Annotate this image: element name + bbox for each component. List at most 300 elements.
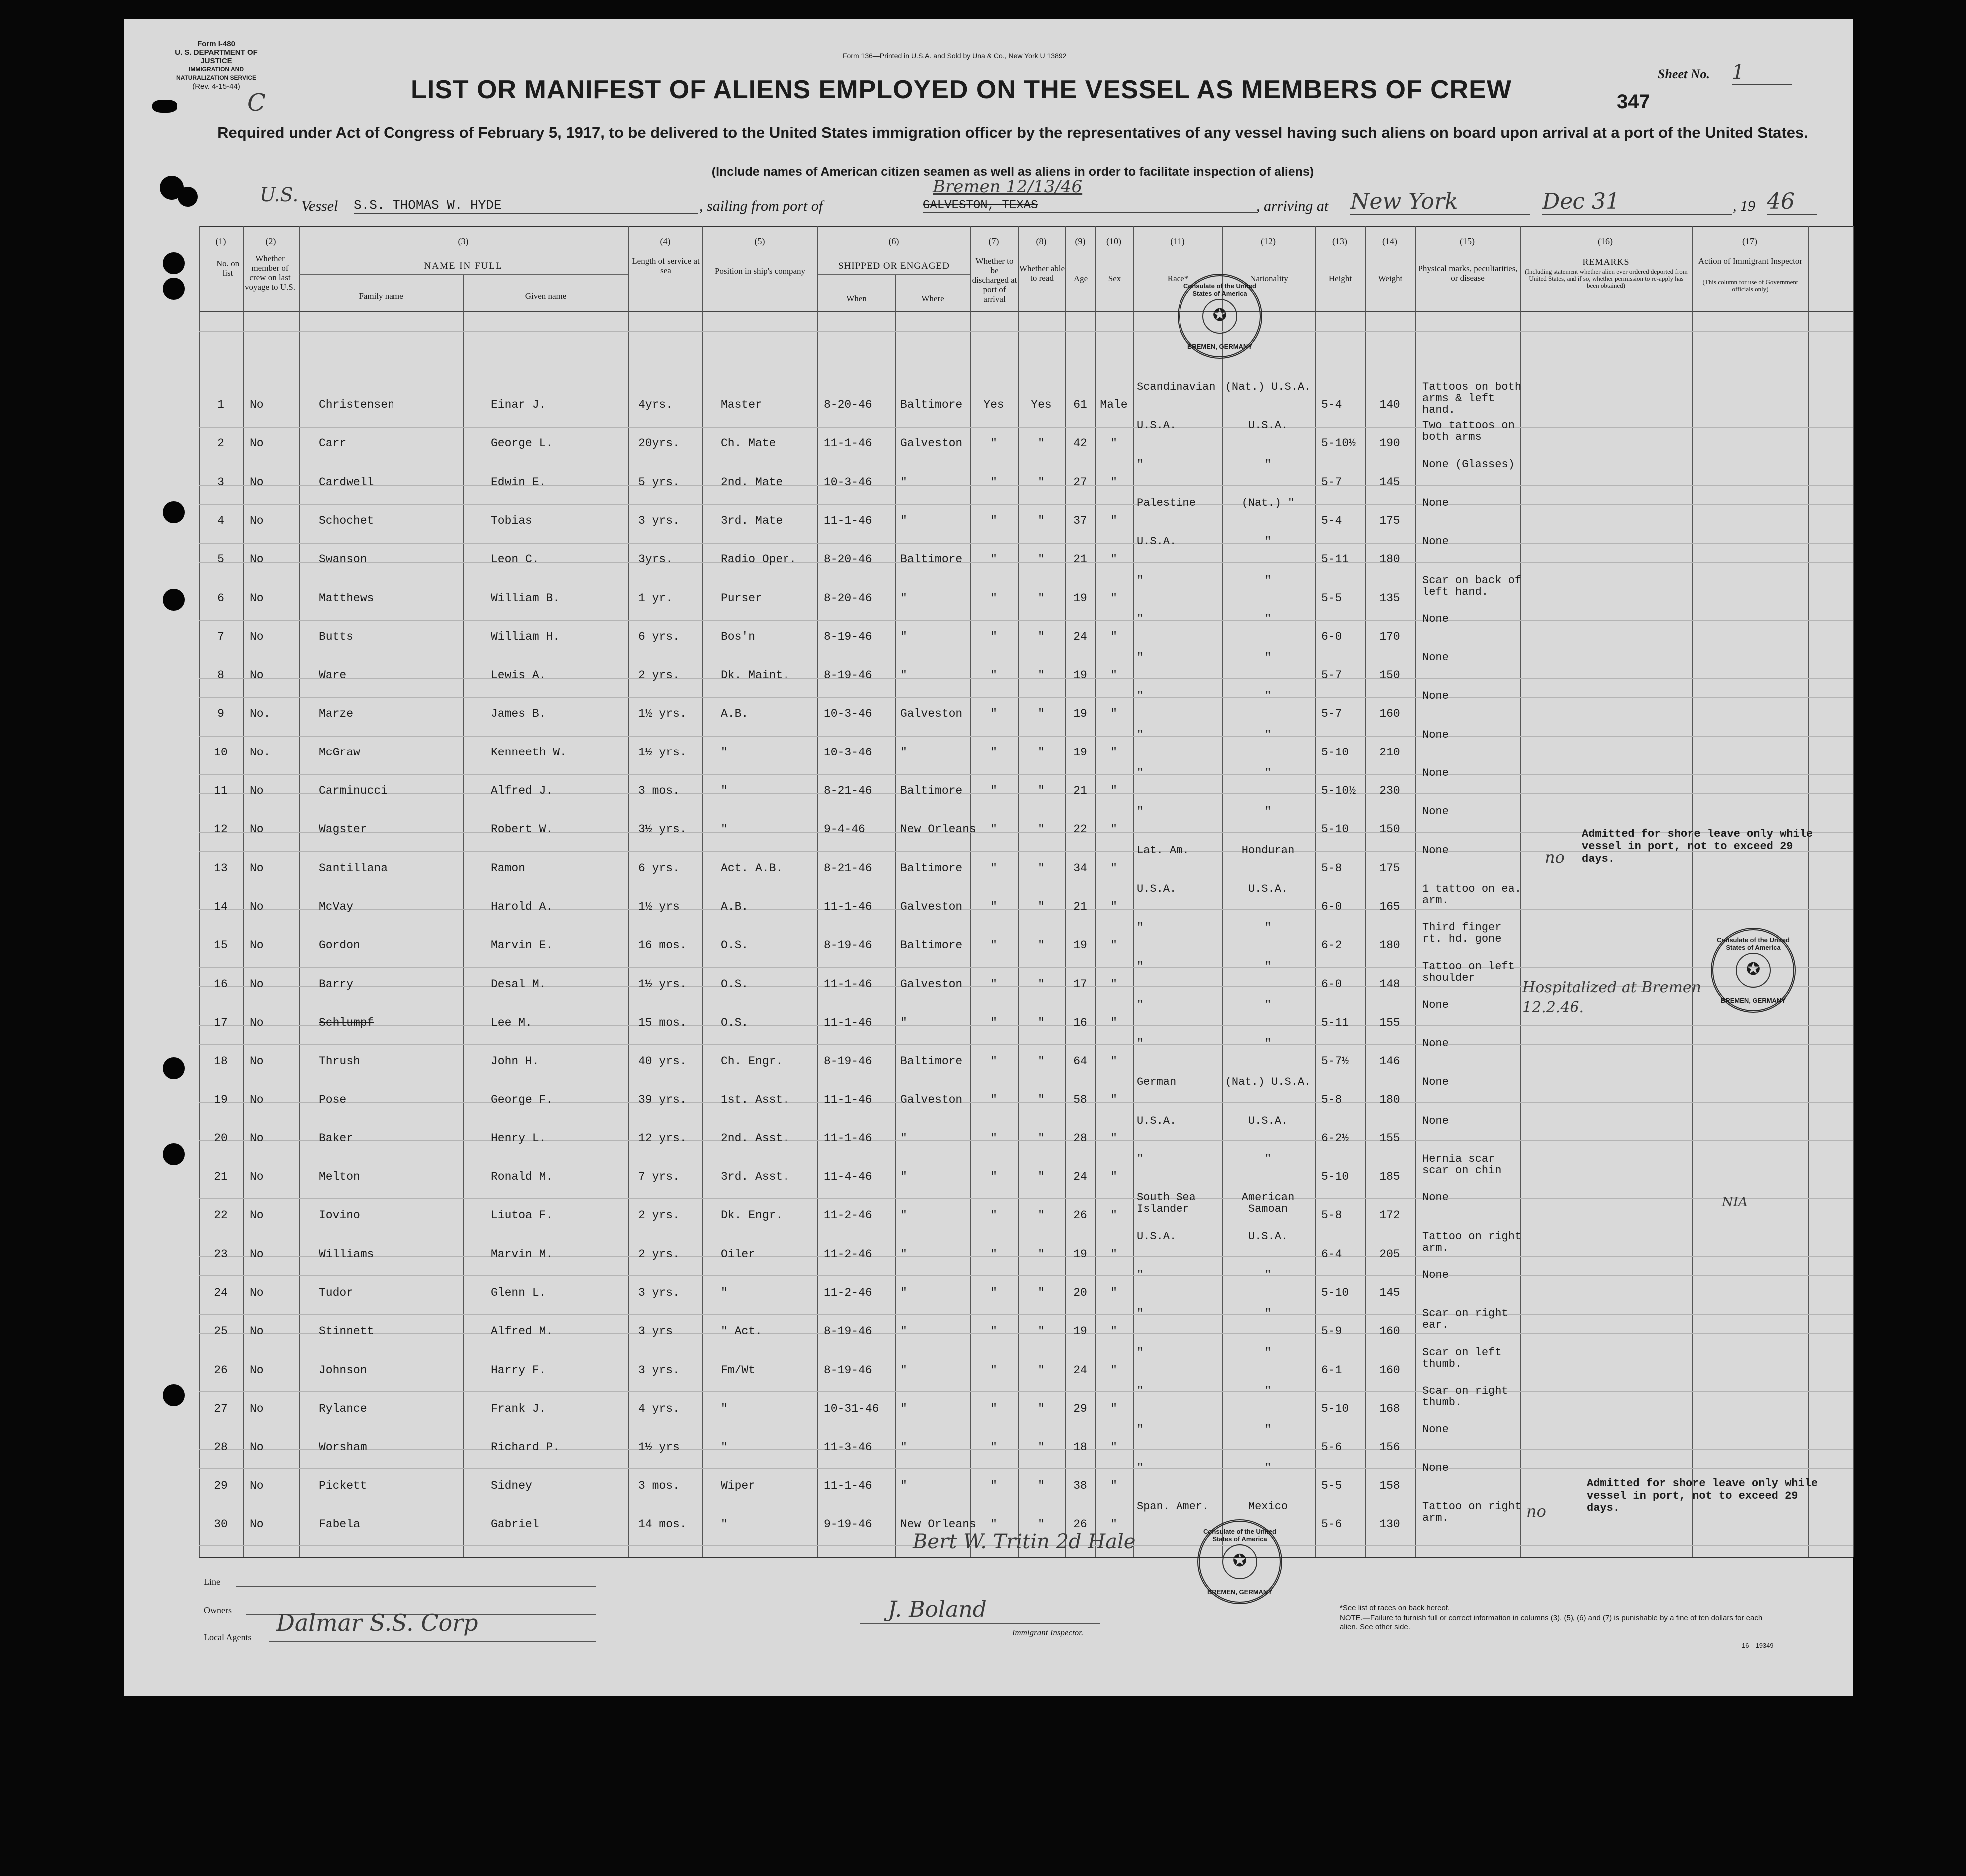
cell-giv: Gabriel bbox=[491, 1517, 539, 1531]
hand-note-row30: no bbox=[1526, 1502, 1546, 1521]
cell-ht: 5-6 bbox=[1321, 1441, 1342, 1454]
cell-age: 37 bbox=[1073, 514, 1087, 527]
cell-wt: 190 bbox=[1379, 437, 1400, 450]
cell-sex: " bbox=[1110, 900, 1117, 913]
cell-race: German bbox=[1137, 1076, 1177, 1089]
cell-read: " bbox=[1038, 1402, 1045, 1415]
cell-nat: " bbox=[1264, 535, 1272, 548]
cell-age: 19 bbox=[1073, 939, 1087, 952]
cell-ht: 5-7 bbox=[1321, 669, 1342, 682]
cell-ht: 5-7 bbox=[1321, 707, 1342, 721]
cell-nat: " bbox=[1264, 1153, 1272, 1165]
cell-pos: 3rd. Asst. bbox=[721, 1170, 790, 1183]
cell-wt: 168 bbox=[1379, 1402, 1400, 1415]
cell-where: New Orleans bbox=[900, 1517, 976, 1531]
cell-m: No bbox=[250, 861, 264, 875]
cell-where: " bbox=[900, 630, 907, 643]
cell-n: 28 bbox=[214, 1441, 228, 1454]
cell-wt: 175 bbox=[1379, 861, 1400, 875]
form-number: Form I-480 bbox=[197, 40, 235, 48]
cell-when: 8-19-46 bbox=[824, 1363, 872, 1377]
hdr-race: Race* bbox=[1167, 274, 1189, 283]
hdr-where: Where bbox=[921, 294, 944, 303]
cell-dis: " bbox=[990, 1131, 997, 1145]
cell-len: 16 mos. bbox=[638, 939, 687, 952]
cell-age: 58 bbox=[1073, 1093, 1087, 1107]
cell-when: 8-19-46 bbox=[824, 630, 872, 643]
cell-n: 29 bbox=[214, 1479, 228, 1493]
cell-giv: Lewis A. bbox=[491, 669, 546, 682]
cell-read: " bbox=[1038, 591, 1045, 605]
handwritten-signature-bottom: Bert W. Tritin 2d Hale bbox=[913, 1530, 1136, 1553]
cell-race: " bbox=[1137, 767, 1144, 779]
cell-dis: " bbox=[990, 1517, 997, 1531]
cell-sex: " bbox=[1110, 1402, 1117, 1415]
cell-len: 2 yrs. bbox=[638, 1209, 680, 1222]
cell-giv: Leon C. bbox=[491, 553, 539, 566]
cell-race: Lat. Am. bbox=[1137, 844, 1189, 857]
punch-hole bbox=[163, 252, 185, 274]
cell-sex: " bbox=[1110, 669, 1117, 682]
cell-marks: Scar on back of left hand. bbox=[1422, 574, 1522, 598]
cell-sex: " bbox=[1110, 1247, 1117, 1261]
line-label: Line bbox=[204, 1577, 220, 1587]
cell-read: " bbox=[1038, 1325, 1045, 1338]
ruled-line bbox=[199, 1198, 1853, 1199]
cell-nat: " bbox=[1264, 805, 1272, 818]
ruled-line bbox=[199, 774, 1853, 775]
cell-giv: Edwin E. bbox=[491, 475, 546, 489]
hdr-able-to-read: Whether able to read bbox=[1019, 264, 1065, 283]
cell-pos: Bos'n bbox=[721, 630, 756, 643]
cell-ht: 5-6 bbox=[1321, 1517, 1342, 1531]
hdr-name-in-full: NAME IN FULL bbox=[424, 261, 503, 271]
cell-nat: " bbox=[1264, 728, 1272, 741]
hdr-position: Position in ship's company bbox=[714, 266, 806, 276]
cell-pos: " bbox=[721, 1402, 728, 1415]
cell-when: 8-19-46 bbox=[824, 1325, 872, 1338]
column-number: (5) bbox=[754, 236, 765, 246]
hand-note-row13: no bbox=[1545, 848, 1565, 867]
cell-sex: " bbox=[1110, 861, 1117, 875]
cell-len: 15 mos. bbox=[638, 1016, 687, 1029]
cell-m: No bbox=[250, 591, 264, 605]
from-port: GALVESTON, TEXAS bbox=[923, 199, 1257, 213]
cell-nat: " bbox=[1264, 1268, 1272, 1281]
vessel-name: S.S. THOMAS W. HYDE bbox=[354, 198, 698, 214]
cell-nat: (Nat.) U.S.A. bbox=[1225, 1076, 1311, 1089]
cell-marks: None bbox=[1422, 535, 1449, 548]
cell-read: " bbox=[1038, 1016, 1045, 1029]
cell-age: 19 bbox=[1073, 1247, 1087, 1261]
cell-when: 11-1-46 bbox=[824, 1016, 872, 1029]
cell-n: 15 bbox=[214, 939, 228, 952]
cell-where: Baltimore bbox=[900, 784, 963, 797]
cell-n: 13 bbox=[214, 861, 228, 875]
cell-wt: 230 bbox=[1379, 784, 1400, 797]
cell-age: 19 bbox=[1073, 591, 1087, 605]
ruled-line bbox=[199, 620, 1853, 621]
cell-race: " bbox=[1137, 1346, 1144, 1359]
cell-fam: Cardwell bbox=[319, 475, 374, 489]
cell-read: " bbox=[1038, 514, 1045, 527]
cell-wt: 185 bbox=[1379, 1170, 1400, 1183]
cell-dis: " bbox=[990, 514, 997, 527]
admitted-note-row30: Admitted for shore leave only while vessel in port, not to exceed 29 days. bbox=[1587, 1477, 1818, 1514]
cell-wt: 160 bbox=[1379, 1325, 1400, 1338]
cell-race: U.S.A. bbox=[1137, 1230, 1177, 1243]
cell-marks: Scar on right thumb. bbox=[1422, 1384, 1508, 1409]
cell-when: 11-2-46 bbox=[824, 1286, 872, 1299]
ruled-line bbox=[199, 427, 1853, 428]
cell-age: 22 bbox=[1073, 823, 1087, 836]
cell-wt: 180 bbox=[1379, 553, 1400, 566]
inspector-label: Immigrant Inspector. bbox=[1012, 1628, 1084, 1637]
cell-pos: Ch. Engr. bbox=[721, 1055, 783, 1068]
cell-pos: A.B. bbox=[721, 707, 749, 721]
line-rule bbox=[236, 1586, 596, 1587]
cell-where: " bbox=[900, 746, 907, 759]
cell-n: 3 bbox=[217, 475, 224, 489]
cell-giv: Alfred M. bbox=[491, 1325, 553, 1338]
cell-m: No bbox=[250, 939, 264, 952]
cell-where: " bbox=[900, 1402, 907, 1415]
cell-race: U.S.A. bbox=[1137, 1114, 1177, 1127]
cell-giv: Harold A. bbox=[491, 900, 553, 913]
cell-sex: " bbox=[1110, 1131, 1117, 1145]
cell-nat: " bbox=[1264, 690, 1272, 703]
cell-where: " bbox=[900, 1170, 907, 1183]
cell-sex: " bbox=[1110, 823, 1117, 836]
cell-giv: Harry F. bbox=[491, 1363, 546, 1377]
cell-wt: 160 bbox=[1379, 1363, 1400, 1377]
cell-where: " bbox=[900, 514, 907, 527]
hdr-action-note: (This column for use of Government officials only) bbox=[1702, 278, 1798, 293]
cell-age: 21 bbox=[1073, 784, 1087, 797]
cell-m: No bbox=[250, 514, 264, 527]
cell-ht: 5-9 bbox=[1321, 1325, 1342, 1338]
consulate-stamp-bottom: Consulate of the United States of America ✪ BREMEN, GERMANY bbox=[1197, 1519, 1282, 1604]
column-number: (13) bbox=[1332, 236, 1347, 246]
cell-ht: 5-10 bbox=[1321, 1402, 1349, 1415]
cell-wt: 146 bbox=[1379, 1055, 1400, 1068]
check-mark: C bbox=[247, 89, 266, 117]
cell-m: No bbox=[250, 1016, 264, 1029]
cell-read: " bbox=[1038, 1247, 1045, 1261]
cell-len: 2 yrs. bbox=[638, 669, 680, 682]
cell-ht: 5-8 bbox=[1321, 861, 1342, 875]
page-title: LIST OR MANIFEST OF ALIENS EMPLOYED ON THE VESSEL AS MEMBERS OF CREW bbox=[411, 75, 1512, 104]
cell-when: 11-2-46 bbox=[824, 1247, 872, 1261]
column-rule bbox=[199, 226, 200, 1557]
cell-dis: " bbox=[990, 1286, 997, 1299]
cell-marks: None bbox=[1422, 1076, 1449, 1089]
cell-fam: Marze bbox=[319, 707, 354, 721]
cell-race: " bbox=[1137, 728, 1144, 741]
cell-fam: Pose bbox=[319, 1093, 347, 1107]
cell-len: 14 mos. bbox=[638, 1517, 687, 1531]
printer-line: Form 136—Printed in U.S.A. and Sold by Una & Co., New York U 13892 bbox=[843, 52, 1067, 60]
cell-when: 8-21-46 bbox=[824, 784, 872, 797]
cell-when: 11-1-46 bbox=[824, 900, 872, 913]
cell-marks: Third finger rt. hd. gone bbox=[1422, 921, 1502, 946]
cell-race: Palestine bbox=[1137, 496, 1196, 509]
manifest-sheet bbox=[124, 19, 1853, 1696]
cell-giv: Kenneeth W. bbox=[491, 746, 567, 759]
cell-where: " bbox=[900, 1131, 907, 1145]
cell-giv: George F. bbox=[491, 1093, 553, 1107]
cell-sex: " bbox=[1110, 553, 1117, 566]
cell-read: " bbox=[1038, 437, 1045, 450]
cell-race: " bbox=[1137, 998, 1144, 1011]
column-number: (7) bbox=[988, 236, 999, 246]
cell-giv: Alfred J. bbox=[491, 784, 553, 797]
column-number: (9) bbox=[1075, 236, 1086, 246]
cell-len: 6 yrs. bbox=[638, 861, 680, 875]
punch-hole bbox=[163, 278, 185, 300]
cell-marks: None bbox=[1422, 728, 1449, 741]
cell-wt: 140 bbox=[1379, 398, 1400, 411]
cell-race: " bbox=[1137, 1423, 1144, 1436]
cell-dis: " bbox=[990, 900, 997, 913]
cell-read: " bbox=[1038, 746, 1045, 759]
cell-len: 40 yrs. bbox=[638, 1055, 687, 1068]
cell-len: 5 yrs. bbox=[638, 475, 680, 489]
cell-wt: 135 bbox=[1379, 591, 1400, 605]
cell-where: " bbox=[900, 1016, 907, 1029]
cell-race: Scandinavian bbox=[1137, 381, 1216, 393]
year: 46 bbox=[1767, 189, 1817, 215]
cell-sex: " bbox=[1110, 1093, 1117, 1107]
cell-read: " bbox=[1038, 1055, 1045, 1068]
cell-pos: Ch. Mate bbox=[721, 437, 776, 450]
consulate-stamp-remarks: Consulate of the United States of America ✪ BREMEN, GERMANY bbox=[1711, 928, 1796, 1013]
cell-nat: " bbox=[1264, 1423, 1272, 1436]
cell-fam: Butts bbox=[319, 630, 354, 643]
cell-where: New Orleans bbox=[900, 823, 976, 836]
cell-sex: " bbox=[1110, 591, 1117, 605]
cell-sex: " bbox=[1110, 1441, 1117, 1454]
cell-marks: None bbox=[1422, 998, 1449, 1011]
cell-len: 3 yrs bbox=[638, 1325, 673, 1338]
cell-sex: " bbox=[1110, 707, 1117, 721]
cell-wt: 148 bbox=[1379, 977, 1400, 991]
cell-when: 10-3-46 bbox=[824, 475, 872, 489]
cell-when: 8-19-46 bbox=[824, 669, 872, 682]
hdr-family-name: Family name bbox=[359, 291, 403, 301]
cell-nat: (Nat.) U.S.A. bbox=[1225, 381, 1311, 393]
ruled-line bbox=[199, 1391, 1853, 1392]
cell-dis: " bbox=[990, 823, 997, 836]
cell-read: " bbox=[1038, 707, 1045, 721]
cell-nat: U.S.A. bbox=[1248, 1230, 1288, 1243]
cell-ht: 6-1 bbox=[1321, 1363, 1342, 1377]
cell-when: 8-19-46 bbox=[824, 1055, 872, 1068]
cell-when: 11-1-46 bbox=[824, 977, 872, 991]
cell-ht: 6-2 bbox=[1321, 939, 1342, 952]
cell-m: No. bbox=[250, 746, 271, 759]
cell-marks: None bbox=[1422, 1191, 1449, 1204]
cell-race: " bbox=[1137, 574, 1144, 587]
cell-sex: " bbox=[1110, 977, 1117, 991]
cell-nat: " bbox=[1264, 921, 1272, 934]
cell-pos: Act. A.B. bbox=[721, 861, 783, 875]
to-port: New York bbox=[1350, 189, 1530, 215]
cell-n: 6 bbox=[217, 591, 224, 605]
inspector-rule bbox=[860, 1623, 1100, 1624]
cell-len: 12 yrs. bbox=[638, 1131, 687, 1145]
cell-len: 3 yrs. bbox=[638, 1286, 680, 1299]
cell-age: 64 bbox=[1073, 1055, 1087, 1068]
cell-where: " bbox=[900, 1209, 907, 1222]
cell-where: Baltimore bbox=[900, 553, 963, 566]
cell-len: 3 mos. bbox=[638, 784, 680, 797]
punch-hole bbox=[163, 501, 185, 523]
cell-read: " bbox=[1038, 1093, 1045, 1107]
column-rule bbox=[1415, 226, 1416, 1557]
cell-marks: None bbox=[1422, 1423, 1449, 1436]
cell-n: 8 bbox=[217, 669, 224, 682]
cell-age: 34 bbox=[1073, 861, 1087, 875]
cell-where: " bbox=[900, 1325, 907, 1338]
cell-age: 61 bbox=[1073, 398, 1087, 411]
cell-n: 11 bbox=[214, 784, 228, 797]
cell-fam: Pickett bbox=[319, 1479, 367, 1493]
cell-giv: Marvin E. bbox=[491, 939, 553, 952]
owners-label: Owners bbox=[204, 1605, 232, 1615]
cell-fam: Carminucci bbox=[319, 784, 388, 797]
cell-read: Yes bbox=[1031, 398, 1052, 411]
cell-wt: 210 bbox=[1379, 746, 1400, 759]
cell-len: 3½ yrs. bbox=[638, 823, 687, 836]
bremen-note: Bremen 12/13/46 bbox=[933, 177, 1083, 197]
cell-wt: 180 bbox=[1379, 1093, 1400, 1107]
cell-pos: Radio Oper. bbox=[721, 553, 796, 566]
cell-when: 8-20-46 bbox=[824, 398, 872, 411]
hdr-length: Length of service at sea bbox=[632, 256, 700, 275]
cell-m: No bbox=[250, 1479, 264, 1493]
cell-giv: Richard P. bbox=[491, 1441, 560, 1454]
cell-age: 21 bbox=[1073, 553, 1087, 566]
cell-giv: Lee M. bbox=[491, 1016, 532, 1029]
cell-race: Span. Amer. bbox=[1137, 1500, 1209, 1513]
cell-wt: 145 bbox=[1379, 475, 1400, 489]
cell-m: No bbox=[250, 977, 264, 991]
cell-pos: Oiler bbox=[721, 1247, 756, 1261]
hdr-nationality: Nationality bbox=[1250, 274, 1288, 283]
cell-wt: 150 bbox=[1379, 823, 1400, 836]
cell-fam: Christensen bbox=[319, 398, 394, 411]
cell-fam: Swanson bbox=[319, 553, 367, 566]
cell-age: 29 bbox=[1073, 1402, 1087, 1415]
cell-pos: 1st. Asst. bbox=[721, 1093, 790, 1107]
cell-giv: Tobias bbox=[491, 514, 532, 527]
cell-dis: " bbox=[990, 630, 997, 643]
inspector-signature: J. Boland bbox=[888, 1597, 987, 1622]
column-number: (8) bbox=[1036, 236, 1047, 246]
cell-read: " bbox=[1038, 900, 1045, 913]
cell-len: 3 yrs. bbox=[638, 1363, 680, 1377]
cell-age: 19 bbox=[1073, 669, 1087, 682]
cell-race: U.S.A. bbox=[1137, 419, 1177, 432]
page-number: 347 bbox=[1617, 91, 1650, 113]
cell-race: " bbox=[1137, 1153, 1144, 1165]
cell-m: No bbox=[250, 1286, 264, 1299]
cell-pos: " bbox=[721, 1441, 728, 1454]
cell-read: " bbox=[1038, 553, 1045, 566]
cell-where: Galveston bbox=[900, 437, 963, 450]
cell-n: 4 bbox=[217, 514, 224, 527]
cell-n: 7 bbox=[217, 630, 224, 643]
cell-wt: 160 bbox=[1379, 707, 1400, 721]
ruled-line bbox=[199, 1044, 1853, 1045]
cell-len: 7 yrs. bbox=[638, 1170, 680, 1183]
hdr-remarks-note: (Including statement whether alien ever ordered deported from United States, and if so, whether permission to re-apply has been obtained) bbox=[1525, 268, 1688, 289]
column-number: (12) bbox=[1261, 236, 1276, 246]
cell-age: 28 bbox=[1073, 1131, 1087, 1145]
cell-fam: Iovino bbox=[319, 1209, 360, 1222]
cell-m: No bbox=[250, 1402, 264, 1415]
cell-m: No bbox=[250, 398, 264, 411]
cell-where: " bbox=[900, 475, 907, 489]
cell-m: No bbox=[250, 784, 264, 797]
cell-nat: American Samoan bbox=[1241, 1191, 1295, 1216]
form-code: 16—19349 bbox=[1742, 1642, 1774, 1649]
cell-where: Baltimore bbox=[900, 398, 963, 411]
cell-dis: " bbox=[990, 1441, 997, 1454]
cell-wt: 150 bbox=[1379, 669, 1400, 682]
cell-where: " bbox=[900, 669, 907, 682]
column-number: (3) bbox=[458, 236, 469, 246]
cell-nat: " bbox=[1264, 1307, 1272, 1320]
ruled-line bbox=[199, 967, 1853, 968]
cell-nat: Mexico bbox=[1248, 1500, 1288, 1513]
cell-giv: Ramon bbox=[491, 861, 526, 875]
cell-ht: 6-2½ bbox=[1321, 1131, 1349, 1145]
cell-m: No bbox=[250, 1131, 264, 1145]
cell-race: U.S.A. bbox=[1137, 882, 1177, 895]
cell-age: 24 bbox=[1073, 630, 1087, 643]
hdr-physical-marks: Physical marks, peculiarities, or disease bbox=[1418, 264, 1518, 283]
cell-giv: George L. bbox=[491, 437, 553, 450]
cell-pos: Fm/Wt bbox=[721, 1363, 756, 1377]
hdr-no-on-list: No. on list bbox=[216, 259, 240, 278]
cell-len: 39 yrs. bbox=[638, 1093, 687, 1107]
cell-nat: " bbox=[1264, 1346, 1272, 1359]
cell-fam: Williams bbox=[319, 1247, 374, 1261]
cell-dis: " bbox=[990, 437, 997, 450]
cell-race: " bbox=[1137, 1268, 1144, 1281]
cell-nat: " bbox=[1264, 960, 1272, 973]
service: IMMIGRATION AND NATURALIZATION SERVICE bbox=[176, 66, 256, 81]
sheet-number: 1 bbox=[1732, 61, 1792, 85]
cell-giv: Sidney bbox=[491, 1479, 532, 1493]
cell-ht: 5-11 bbox=[1321, 553, 1349, 566]
cell-giv: Ronald M. bbox=[491, 1170, 553, 1183]
sailing-label: , sailing from port of bbox=[699, 198, 823, 214]
cell-giv: Liutoa F. bbox=[491, 1209, 553, 1222]
column-rule bbox=[1133, 226, 1134, 1557]
cell-pos: O.S. bbox=[721, 977, 749, 991]
cell-read: " bbox=[1038, 861, 1045, 875]
cell-giv: Marvin M. bbox=[491, 1247, 553, 1261]
admitted-note-row13: Admitted for shore leave only while vessel in port, not to exceed 29 days. bbox=[1582, 828, 1813, 865]
cell-n: 12 bbox=[214, 823, 228, 836]
cell-ht: 5-10 bbox=[1321, 1170, 1349, 1183]
cell-wt: 130 bbox=[1379, 1517, 1400, 1531]
cell-dis: " bbox=[990, 591, 997, 605]
cell-read: " bbox=[1038, 1517, 1045, 1531]
